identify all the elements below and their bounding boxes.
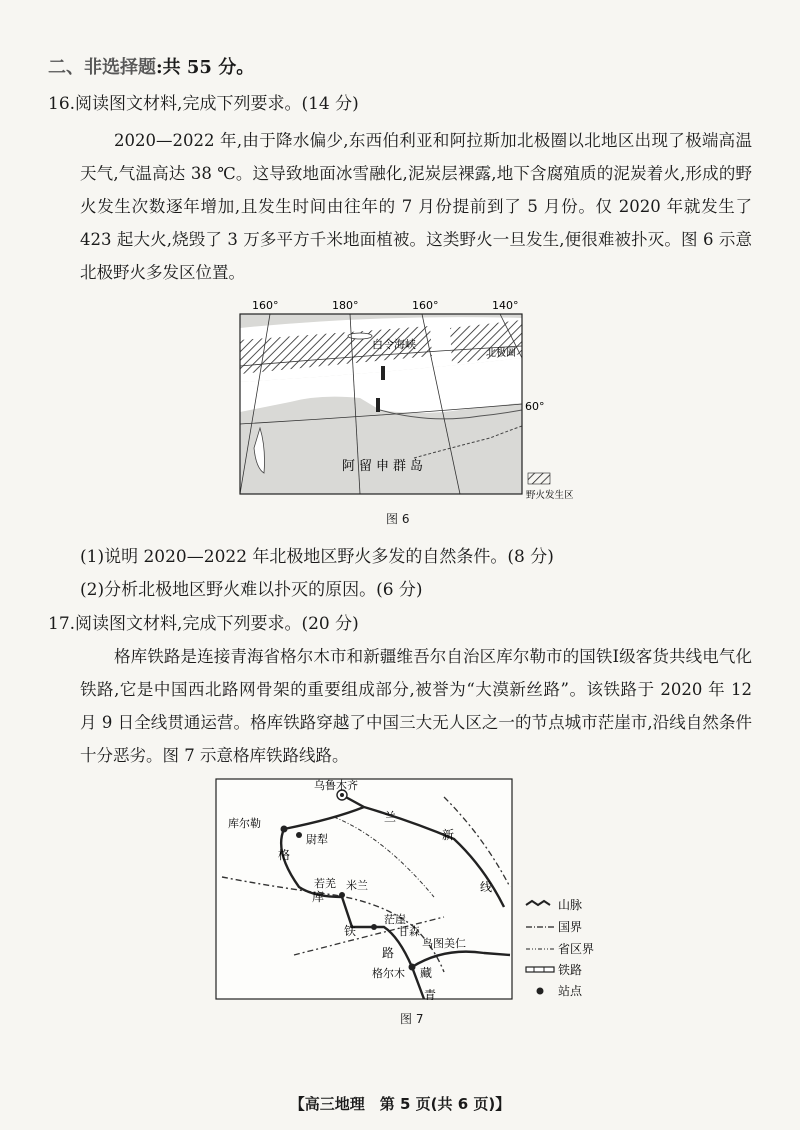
label-wutumeiren: 乌图美仁 xyxy=(422,937,466,950)
lon-label-160e: 160° xyxy=(412,299,439,312)
route-char-tie: 铁 xyxy=(344,924,357,938)
lanxin-char-xian: 线 xyxy=(480,880,493,894)
label-korla: 库尔勒 xyxy=(228,817,261,830)
station-ruoqiang xyxy=(339,892,345,898)
lon-label-140: 140° xyxy=(492,299,519,312)
label-golmud: 格尔木 xyxy=(372,967,405,980)
legend-station-symbol xyxy=(537,988,544,995)
strait-marker-1 xyxy=(381,366,385,380)
arctic-circle-label: 北极圈 xyxy=(486,348,516,359)
legend-mountain-label: 山脉 xyxy=(558,898,583,912)
station-mangya xyxy=(371,924,377,930)
figure-7 xyxy=(214,777,644,1005)
label-yuli: 尉犁 xyxy=(306,833,328,846)
legend-hatch-swatch xyxy=(528,473,550,484)
arctic-map xyxy=(200,298,600,508)
figure-7-caption: 图 7 xyxy=(400,1012,424,1026)
lanxin-char-lan: 兰 xyxy=(384,810,397,824)
strait-marker-2 xyxy=(376,398,380,412)
page-footer: 【高三地理 第 5 页(共 6 页)】 xyxy=(289,1095,511,1113)
station-golmud xyxy=(409,964,416,971)
legend-wildfire-label: 野火发生区 xyxy=(526,490,574,501)
label-milan: 米兰 xyxy=(346,879,368,892)
q16-heading: 16.阅读图文材料,完成下列要求。(14 分) xyxy=(48,94,359,114)
section-suffix: :共 55 分。 xyxy=(156,57,255,78)
route-char-ge: 格 xyxy=(278,848,291,862)
aleutian-label: 阿留申群岛 xyxy=(342,459,428,474)
lon-label-180: 180° xyxy=(332,299,359,312)
station-korla xyxy=(281,826,288,833)
q16-paragraph: 2020—2022 年,由于降水偏少,东西伯利亚和阿拉斯加北极圈以北地区出现了极端高温天气,气温高达 38 ℃。这导致地面冰雪融化,泥炭层裸露,地下含腐殖质的泥炭着火,形成的野火发生次数逐年增加,且发生时间由往年的 7 月份提前到了 5 月份。仅 2020 年就发生了 423 起大火,烧毁了 3 万多平方千米地面植被。这类野火一旦发生,便很难被扑灭。图 6 示意北极野火多发区位置。 xyxy=(80,131,752,282)
q17-heading: 17.阅读图文材料,完成下列要求。(20 分) xyxy=(48,614,359,634)
lon-label-160w: 160° xyxy=(252,299,279,312)
bering-strait-label: 白令海峡 xyxy=(372,338,416,351)
legend-mountain-symbol xyxy=(526,901,550,905)
q16-sub1: (1)说明 2020—2022 年北极地区野火多发的自然条件。(8 分) xyxy=(80,547,554,567)
route-char-lu: 路 xyxy=(382,946,395,960)
figure-6-caption: 图 6 xyxy=(386,512,410,526)
legend-railway-symbol xyxy=(526,967,554,972)
station-urumqi-dot xyxy=(340,793,344,797)
label-gansen: 甘森 xyxy=(398,925,420,938)
label-urumqi: 乌鲁木齐 xyxy=(314,779,358,792)
q16-sub2: (2)分析北极地区野火难以扑灭的原因。(6 分) xyxy=(80,580,423,600)
label-qing: 青 xyxy=(424,988,437,1002)
legend-province-label: 省区界 xyxy=(558,942,595,956)
label-mangya: 茫崖 xyxy=(384,913,406,926)
lat-label-60: 60° xyxy=(525,400,545,413)
lanxin-char-xin: 新 xyxy=(442,828,455,842)
legend-border-label: 国界 xyxy=(558,920,583,934)
route-char-ku: 库 xyxy=(312,890,325,904)
legend-station-label: 站点 xyxy=(558,984,583,998)
station-yuli xyxy=(296,832,302,838)
figure-6 xyxy=(200,298,600,508)
label-xizang: 藏 xyxy=(420,966,433,980)
label-ruoqiang: 若羌 xyxy=(314,877,336,890)
legend-railway-label: 铁路 xyxy=(558,963,583,977)
section-title: 二、非选择题 xyxy=(48,57,156,78)
section-heading xyxy=(48,56,254,80)
railway-map xyxy=(214,777,644,1005)
q17-paragraph: 格库铁路是连接青海省格尔木市和新疆维吾尔自治区库尔勒市的国铁Ⅰ级客货共线电气化铁路,它是中国西北路网骨架的重要组成部分,被誉为“大漠新丝路”。该铁路于 2020 年 12 月 9 日全线贯通运营。格库铁路穿越了中国三大无人区之一的节点城市茫崖市,沿线自然条件十分恶劣。图 7 示意格库铁路线路。 xyxy=(80,647,752,765)
